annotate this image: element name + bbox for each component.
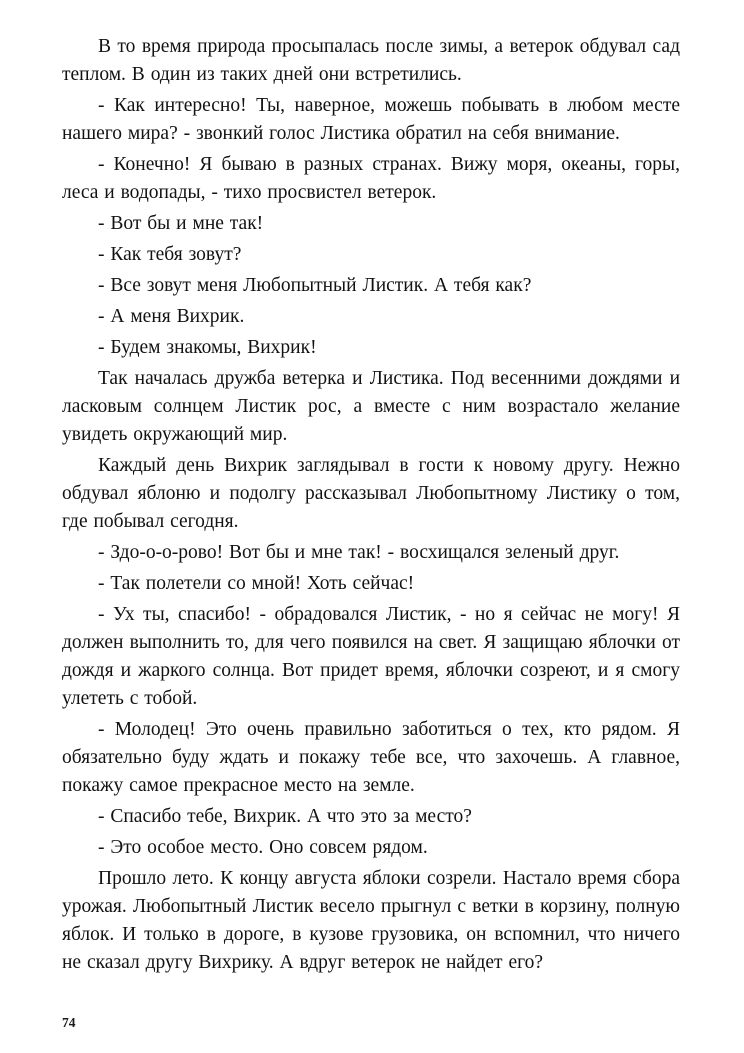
page-number: 74 — [62, 1015, 76, 1030]
page-text-body — [62, 33, 680, 980]
dialogue-paragraph: - Спасибо тебе, Вихрик. А что это за место? — [98, 806, 472, 827]
dialogue-paragraph: - Так полетели со мной! Хоть сейчас! — [98, 573, 415, 594]
narration-paragraph: Так началась дружба ветерка и Листика. Под весенними дождями и ласковым солнцем Листик рос, а вместе с ним возрастало желание увидеть окружающий мир. — [62, 368, 680, 445]
dialogue-paragraph: - Как тебя зовут? — [98, 244, 242, 265]
narration-paragraph: Прошло лето. К концу августа яблоки созрели. Настало время сбора урожая. Любопытный Листик весело прыгнул с ветки в корзину, полную яблок. И только в дороге, в кузове грузовика, он вспомнил, что ничего не сказал другу Вихрику. А вдруг ветерок не найдет его? — [62, 868, 680, 973]
dialogue-paragraph: - Как интересно! Ты, наверное, можешь побывать в любом месте нашего мира? - звонкий голос Листика обратил на себя внимание. — [62, 95, 680, 144]
dialogue-paragraph: - Ух ты, спасибо! - обрадовался Листик, - но я сейчас не могу! Я должен выполнить то, для чего появился на свет. Я защищаю яблочки от дождя и жаркого солнца. Вот придет время, яблочки созреют, и я смогу улететь с тобой. — [62, 604, 680, 709]
dialogue-paragraph: - Вот бы и мне так! — [98, 213, 264, 234]
dialogue-paragraph: - Это особое место. Оно совсем рядом. — [98, 837, 428, 858]
narration-paragraph: В то время природа просыпалась после зимы, а ветерок обдувал сад теплом. В один из таких дней они встретились. — [62, 36, 680, 85]
narration-paragraph: Каждый день Вихрик заглядывал в гости к новому другу. Нежно обдувал яблоню и подолгу рассказывал Любопытному Листику о том, где побывал сегодня. — [62, 455, 680, 532]
dialogue-paragraph: - Здо-о-о-рово! Вот бы и мне так! - восхищался зеленый друг. — [98, 542, 620, 563]
dialogue-paragraph: - Будем знакомы, Вихрик! — [98, 337, 317, 358]
dialogue-paragraph: - Молодец! Это очень правильно заботиться о тех, кто рядом. Я обязательно буду ждать и покажу тебе все, что захочешь. А главное, покажу самое прекрасное место на земле. — [62, 719, 680, 796]
dialogue-paragraph: - Конечно! Я бываю в разных странах. Вижу моря, океаны, горы, леса и водопады, - тихо просвистел ветерок. — [62, 154, 680, 203]
dialogue-paragraph: - Все зовут меня Любопытный Листик. А тебя как? — [98, 275, 532, 296]
dialogue-paragraph: - А меня Вихрик. — [98, 306, 245, 327]
